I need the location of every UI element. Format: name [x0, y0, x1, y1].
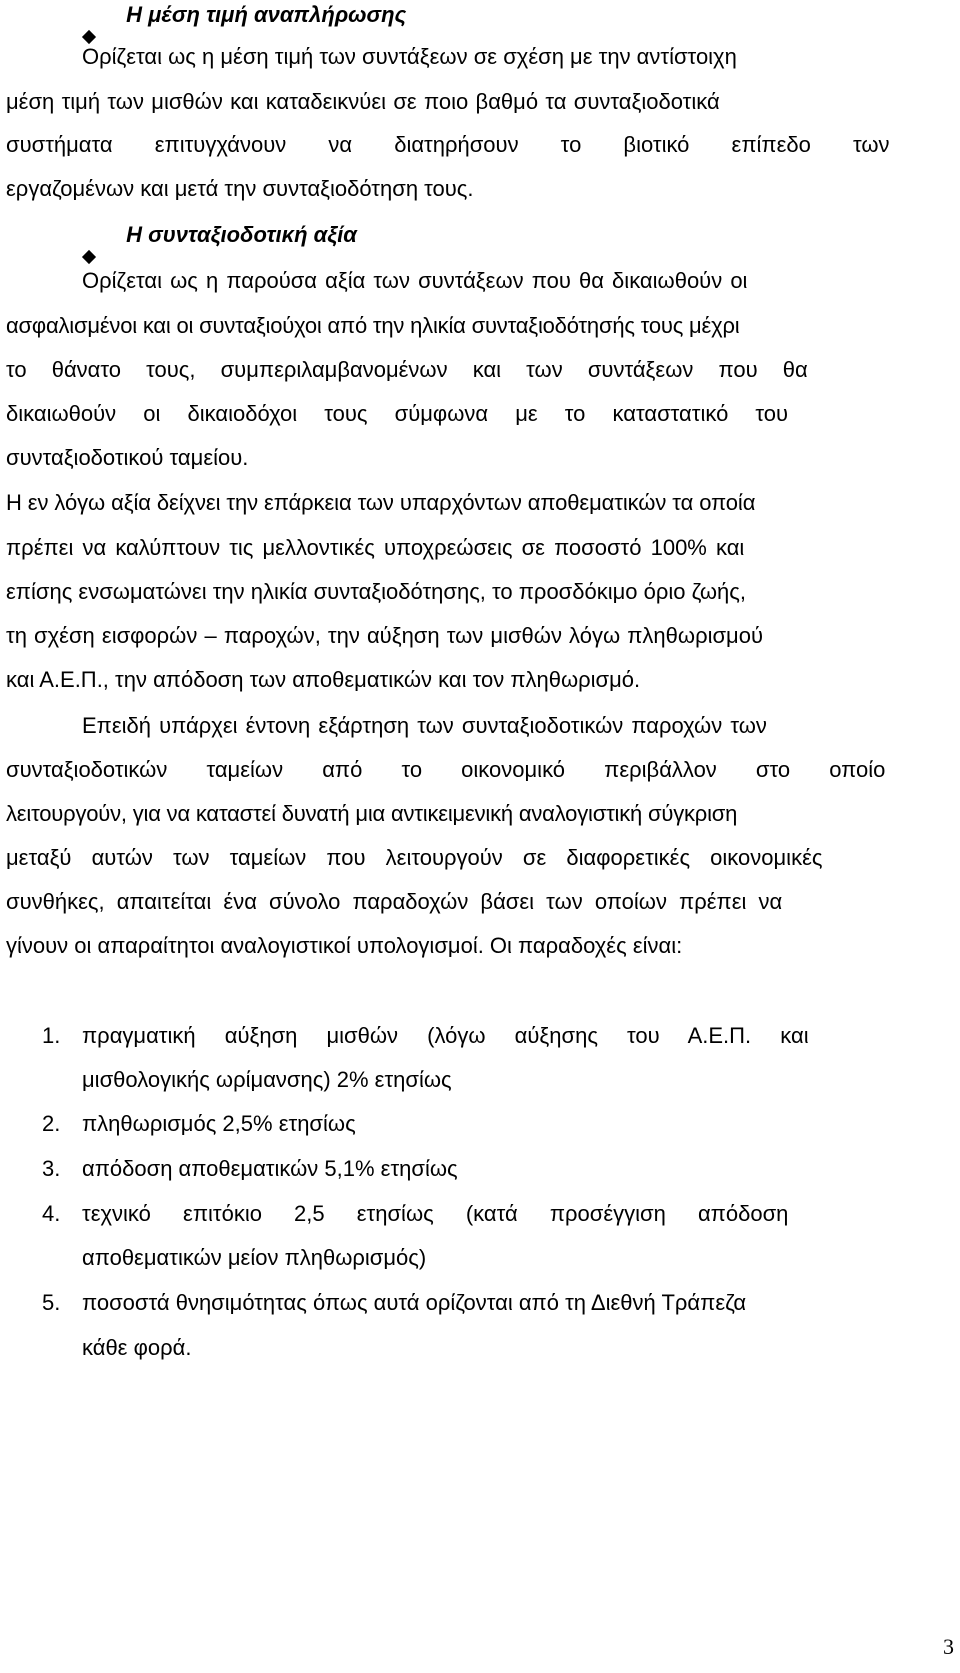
- list-item-continuation: [82, 1333, 902, 1363]
- list-number: 4.: [42, 1201, 61, 1226]
- line-text: δικαιωθούν οι δικαιοδόχοι τους σύμφωνα με το καταστατικό του: [6, 401, 789, 426]
- list-item-continuation: [82, 1243, 902, 1273]
- section-heading: [82, 0, 682, 30]
- text-line: [6, 887, 896, 917]
- text-line: [6, 755, 896, 785]
- line-text: συνταξιοδοτικών ταμείων από το οικονομικό περιβάλλον στο οποίο: [6, 757, 886, 782]
- text-line: [6, 799, 896, 829]
- line-text: ασφαλισμένοι και οι συνταξιούχοι από την ηλικία συνταξιοδότησής τους μέχρι: [6, 313, 740, 338]
- section-heading-text: Η συνταξιοδοτική αξία: [126, 222, 357, 247]
- line-text: συνταξιοδοτικού ταμείου.: [6, 445, 249, 470]
- text-line: [6, 621, 896, 651]
- list-text: ποσοστά θνησιμότητας όπως αυτά ορίζονται από τη Διεθνή Τράπεζα: [82, 1290, 747, 1315]
- list-item: [42, 1109, 902, 1139]
- list-text: πραγματική αύξηση μισθών (λόγω αύξησης του Α.Ε.Π. και: [82, 1023, 809, 1048]
- list-item-continuation: [82, 1065, 902, 1095]
- line-text: συνθήκες, απαιτείται ένα σύνολο παραδοχών βάσει των οποίων πρέπει να: [6, 889, 783, 914]
- list-text: αποθεματικών μείον πληθωρισμός): [82, 1245, 427, 1270]
- text-line: [82, 266, 896, 296]
- line-text: το θάνατο τους, συμπεριλαμβανομένων και των συντάξεων που θα: [6, 357, 808, 382]
- list-item: [42, 1199, 902, 1229]
- list-number: 3.: [42, 1156, 61, 1181]
- line-text: Η εν λόγω αξία δείχνει την επάρκεια των υπαρχόντων αποθεματικών τα οποία: [6, 490, 756, 515]
- text-line: [6, 399, 896, 429]
- text-line: [82, 711, 896, 741]
- line-text: Ορίζεται ως η παρούσα αξία των συντάξεων που θα δικαιωθούν οι: [82, 268, 748, 293]
- line-text: γίνουν οι απαραίτητοι αναλογιστικοί υπολογισμοί. Οι παραδοχές είναι:: [6, 933, 683, 958]
- line-text: τη σχέση εισφορών – παροχών, την αύξηση των μισθών λόγω πληθωρισμού: [6, 623, 764, 648]
- line-text: εργαζομένων και μετά την συνταξιοδότηση τους.: [6, 176, 474, 201]
- text-line: [6, 443, 896, 473]
- list-number: 1.: [42, 1023, 61, 1048]
- text-line: [6, 533, 896, 563]
- line-text: πρέπει να καλύπτουν τις μελλοντικές υποχρεώσεις σε ποσοστό 100% και: [6, 535, 745, 560]
- line-text: μεταξύ αυτών των ταμείων που λειτουργούν σε διαφορετικές οικονομικές: [6, 845, 823, 870]
- text-line: [6, 665, 896, 695]
- text-line: [6, 311, 896, 341]
- list-number: 2.: [42, 1111, 61, 1136]
- text-line: [82, 42, 896, 72]
- line-text: μέση τιμή των μισθών και καταδεικνύει σε ποιο βαθμό τα συνταξιοδοτικά: [6, 89, 720, 114]
- line-text: λειτουργούν, για να καταστεί δυνατή μια αντικειμενική αναλογιστική σύγκριση: [6, 801, 738, 826]
- list-text: τεχνικό επιτόκιο 2,5 ετησίως (κατά προσέγγιση απόδοση: [82, 1201, 789, 1226]
- list-text: κάθε φορά.: [82, 1335, 192, 1360]
- line-text: Ορίζεται ως η μέση τιμή των συντάξεων σε σχέση με την αντίστοιχη: [82, 44, 737, 69]
- list-item: [42, 1021, 902, 1051]
- list-number: 5.: [42, 1290, 61, 1315]
- list-text: απόδοση αποθεματικών 5,1% ετησίως: [82, 1156, 458, 1181]
- line-text: και Α.Ε.Π., την απόδοση των αποθεματικών και τον πληθωρισμό.: [6, 667, 641, 692]
- text-line: [6, 174, 896, 204]
- page-number: 3: [943, 1634, 954, 1659]
- list-item: [42, 1288, 902, 1318]
- text-line: [6, 577, 896, 607]
- text-line: [6, 130, 896, 160]
- list-item: [42, 1154, 902, 1184]
- text-line: [6, 931, 896, 961]
- text-line: [6, 355, 896, 385]
- text-line: [6, 87, 896, 117]
- line-text: επίσης ενσωματώνει την ηλικία συνταξιοδότησης, το προσδόκιμο όριο ζωής,: [6, 579, 746, 604]
- list-text: πληθωρισμός 2,5% ετησίως: [82, 1111, 356, 1136]
- section-heading-text: Η μέση τιμή αναπλήρωσης: [126, 2, 407, 27]
- line-text: Επειδή υπάρχει έντονη εξάρτηση των συνταξιοδοτικών παροχών των: [82, 713, 767, 738]
- line-text: συστήματα επιτυγχάνουν να διατηρήσουν το βιοτικό επίπεδο των: [6, 132, 890, 157]
- list-text: μισθολογικής ωρίμανσης) 2% ετησίως: [82, 1067, 452, 1092]
- text-line: [6, 843, 896, 873]
- text-line: [6, 488, 896, 518]
- section-heading: [82, 220, 682, 250]
